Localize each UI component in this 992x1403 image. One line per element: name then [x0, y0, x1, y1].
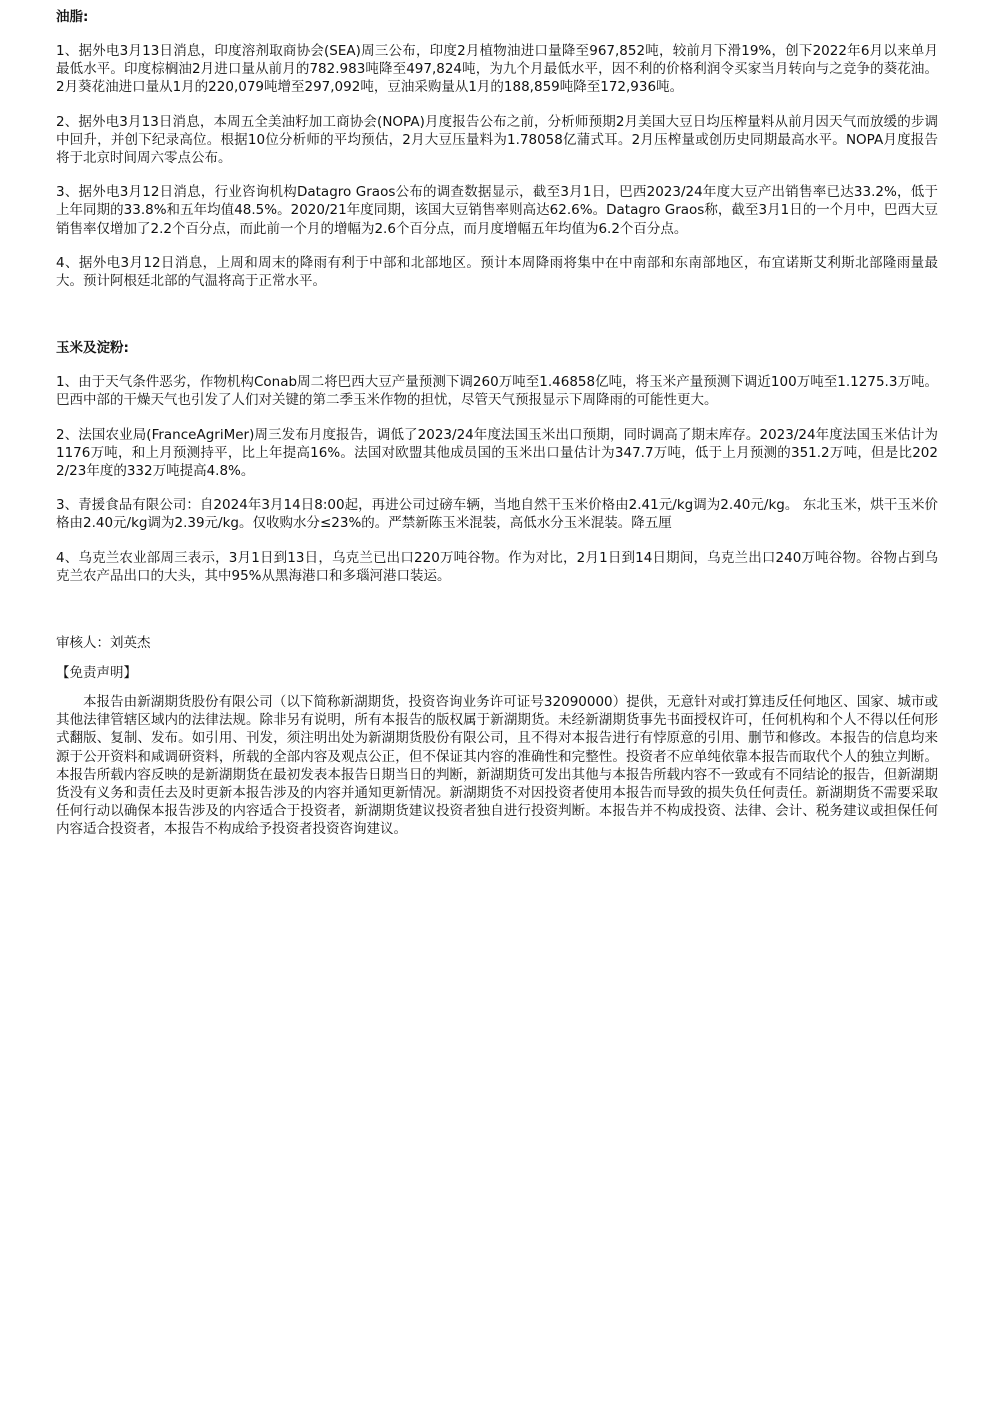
corn-item-2: 2、法国农业局(FranceAgriMer)周三发布月度报告，调低了2023/24年度法国玉米出口预期，同时调高了期末库存。2023/24年度法国玉米估计为1176万吨，和上月预测持平，比上年提高16%。法国对欧盟其他成员国的玉米出口量估计为347.7万吨，低于上月预测的351.2万吨，但是比2022/23年度的332万吨提高4.8%。: [56, 426, 938, 480]
corn-item-3: 3、青援食品有限公司：自2024年3月14日8:00起，再进公司过磅车辆，当地自然干玉米价格由2.41元/kg调为2.40元/kg。 东北玉米，烘干玉米价格由2.40元/kg调为2.39元/kg。仅收购水分≤23%的。严禁新陈玉米混装，高低水分玉米混装。降五厘: [56, 497, 938, 532]
reviewer-line: 审核人：刘英杰: [56, 635, 151, 652]
oils-section-title: 油脂:: [56, 9, 89, 25]
disclaimer-text: 本报告由新湖期货股份有限公司（以下简称新湖期货，投资咨询业务许可证号32090000）提供，无意针对或打算违反任何地区、国家、城市或其他法律管辖区域内的法律法规。除非另有说明，所有本报告的版权属于新湖期货。未经新湖期货事先书面授权许可，任何机构和个人不得以任何形式翻版、复制、发布。如引用、刊发，须注明出处为新湖期货股份有限公司，且不得对本报告进行有悖原意的引用、删节和修改。本报告的信息均来源于公开资料和咸调研资料，所载的全部内容及观点公正，但不保证其内容的准确性和完整性。投资者不应单纯依靠本报告而取代个人的独立判断。本报告所载内容反映的是新湖期货在最初发表本报告日期当日的判断，新湖期货可发出其他与本报告所载内容不一致或有不同结论的报告，但新湖期货没有义务和责任去及时更新本报告涉及的内容并通知更新情况。新湖期货不对因投资者使用本报告而导致的损失负任何责任。新湖期货不需要采取任何行动以确保本报告涉及的内容适合于投资者，新湖期货建议投资者独自进行投资判断。本报告并不构成投资、法律、会计、税务建议或担保任何内容适合投资者，本报告不构成给予投资者投资咨询建议。: [56, 694, 938, 838]
corn-item-4: 4、乌克兰农业部周三表示，3月1日到13日，乌克兰已出口220万吨谷物。作为对比，2月1日到14日期间，乌克兰出口240万吨谷物。谷物占到乌克兰农产品出口的大头，其中95%从黑海港口和多瑙河港口装运。: [56, 549, 938, 584]
corn-item-1: 1、由于天气条件恶劣，作物机构Conab周二将巴西大豆产量预测下调260万吨至1.46858亿吨，将玉米产量预测下调近100万吨至1.1275.3万吨。巴西中部的干燥天气也引发了人们对关键的第二季玉米作物的担忧，尽管天气预报显示下周降雨的可能性更大。: [56, 374, 938, 409]
disclaimer-title: 【免责声明】: [56, 665, 137, 682]
oils-item-2: 2、据外电3月13日消息，本周五全美油籽加工商协会(NOPA)月度报告公布之前，分析师预期2月美国大豆日均压榨量料从前月因天气而放缓的步调中回升，并创下纪录高位。根据10位分析师的平均预估，2月大豆压量料为1.78058亿蒲式耳。2月压榨量或创历史同期最高水平。NOPA月度报告将于北京时间周六零点公布。: [56, 113, 938, 167]
oils-item-3: 3、据外电3月12日消息，行业咨询机构Datagro Graos公布的调查数据显示，截至3月1日，巴西2023/24年度大豆产出销售率已达33.2%，低于上年同期的33.8%和五年均值48.5%。2020/21年度同期，该国大豆销售率则高达62.6%。Datagro Graos称，截至3月1日的一个月中，巴西大豆销售率仅增加了2.2个百分点，而此前一个月的增幅为2.6个百分点，而月度增幅五年均值为6.2个百分点。: [56, 184, 938, 237]
report-page: [56, 0, 938, 839]
oils-item-4: 4、据外电3月12日消息，上周和周末的降雨有利于中部和北部地区。预计本周降雨将集中在中南部和东南部地区，布宜诺斯艾利斯北部隆雨量最大。预计阿根廷北部的气温将高于正常水平。: [56, 254, 938, 290]
corn-section-title: 玉米及淀粉:: [56, 340, 129, 357]
oils-item-1: 1、据外电3月13日消息，印度溶剂取商协会(SEA)周三公布，印度2月植物油进口量降至967,852吨，较前月下滑19%，创下2022年6月以来单月最低水平。印度棕榈油2月进口量从前月的782.983吨降至497,824吨，为九个月最低水平，因不利的价格利润令买家当月转向与之竞争的葵花油。2月葵花油进口量从1月的220,079吨增至297,092吨，豆油采购量从1月的188,859吨降至172,936吨。: [56, 43, 938, 96]
